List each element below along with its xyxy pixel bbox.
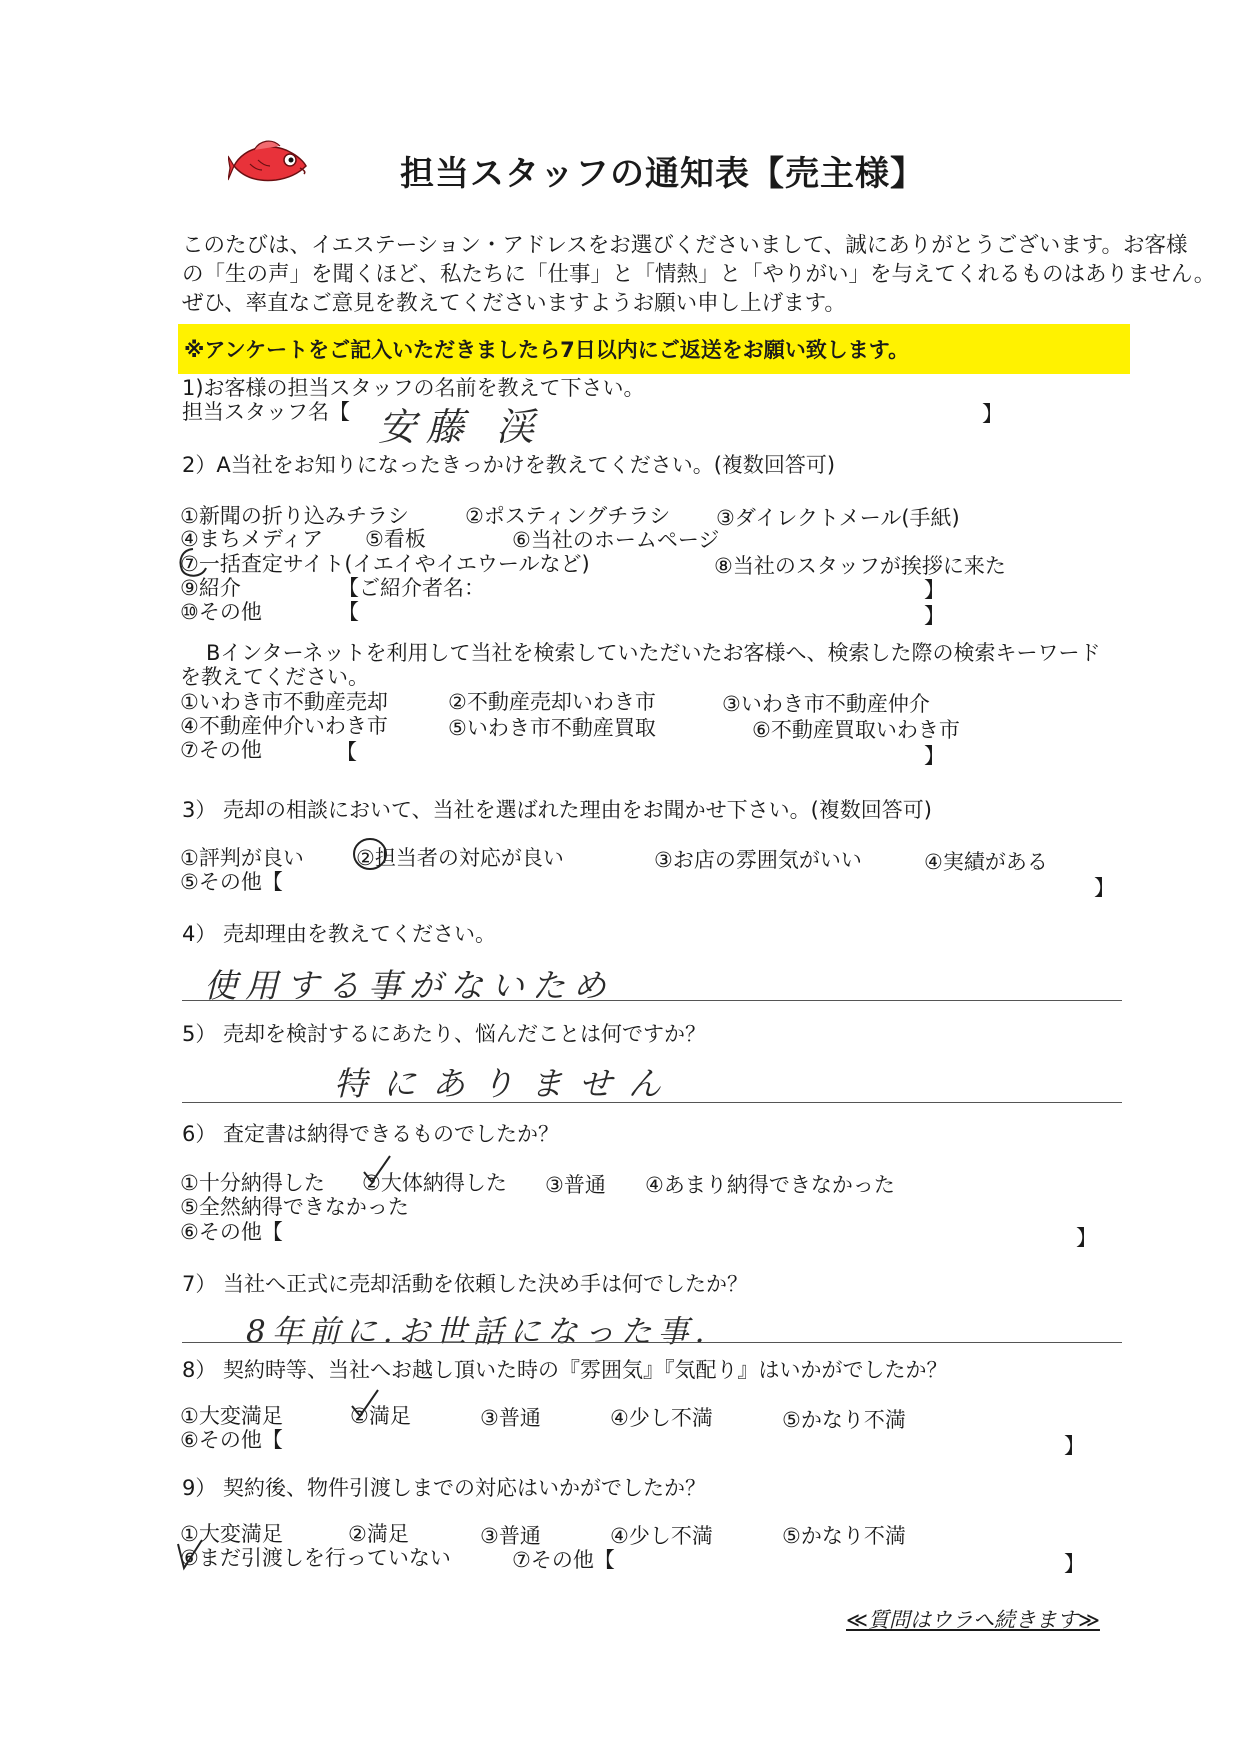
- q1-close-bracket: 】: [982, 402, 1003, 426]
- q2-option-9: ⑨紹介: [180, 576, 241, 600]
- q4-title: 4） 売却理由を教えてください。: [182, 922, 497, 946]
- q6-option-3: ③普通: [545, 1173, 606, 1197]
- intro-line-3: ぜひ、率直なご意見を教えてくださいますようお願い申し上げます。: [182, 291, 846, 316]
- q2-option-10-close: 】: [924, 604, 945, 628]
- q8-option-6: ⑥その他【: [180, 1428, 283, 1452]
- q6-close-bracket: 】: [1076, 1226, 1097, 1250]
- notice-text: ※アンケートをご記入いただきましたら7日以内にご返送をお願い致します。: [184, 338, 910, 362]
- q9-close-bracket: 】: [1064, 1552, 1085, 1576]
- q8-close-bracket: 】: [1064, 1434, 1085, 1458]
- q2b-option-7: ⑦その他: [180, 738, 262, 762]
- q4-answer: 使用する事がないため: [204, 966, 614, 1005]
- q9-option-6: ⑥まだ引渡しを行っていない: [180, 1546, 451, 1570]
- q9-option-5: ⑤かなり不満: [782, 1524, 906, 1548]
- q4-answer-line: [182, 1000, 1122, 1001]
- q6-option-6: ⑥その他【: [180, 1220, 283, 1244]
- q8-option-1: ①大変満足: [180, 1404, 283, 1428]
- q1-title: 1)お客様の担当スタッフの名前を教えて下さい。: [182, 376, 645, 400]
- q2b-option-5: ⑤いわき市不動産買取: [448, 716, 656, 740]
- q3-close-bracket: 】: [1094, 876, 1115, 900]
- q2-option-6: ⑥当社のホームページ: [512, 528, 720, 552]
- q2-option-9-close: 】: [924, 578, 945, 602]
- q6-option-4: ④あまり納得できなかった: [645, 1173, 895, 1197]
- q3-option-3: ③お店の雰囲気がいい: [654, 848, 862, 872]
- q3-title: 3） 売却の相談において、当社を選ばれた理由をお聞かせ下さい。(複数回答可): [182, 798, 932, 822]
- q8-title: 8） 契約時等、当社へお越し頂いた時の『雰囲気』『気配り』はいかがでしたか？: [182, 1358, 948, 1382]
- q2b-option-1: ①いわき市不動産売却: [180, 690, 388, 714]
- q3-option-1: ①評判が良い: [180, 846, 304, 870]
- q6-title: 6） 査定書は納得できるものでしたか？: [182, 1122, 560, 1146]
- q2-option-9-field: 【ご紹介者名：: [338, 576, 485, 600]
- red-sea-bream-icon: [228, 136, 312, 188]
- q9-title: 9） 契約後、物件引渡しまでの対応はいかがでしたか？: [182, 1476, 707, 1500]
- q9-option-1: ①大変満足: [180, 1522, 283, 1546]
- q9-option-7: ⑦その他【: [512, 1548, 615, 1572]
- q6-option-1: ①十分納得した: [180, 1171, 325, 1195]
- q2-option-7: ⑦一括査定サイト(イエイやイエウールなど): [180, 552, 590, 576]
- q5-answer-line: [182, 1102, 1122, 1103]
- q9-option-4: ④少し不満: [610, 1524, 713, 1548]
- q9-option-3: ③普通: [480, 1524, 541, 1548]
- q3-option-4: ④実績がある: [924, 850, 1048, 874]
- q7-answer-line: [182, 1342, 1122, 1343]
- q2-option-1: ①新聞の折り込みチラシ: [180, 504, 409, 528]
- q2-option-10: ⑩その他: [180, 600, 262, 624]
- q2b-line-2: を教えてください。: [180, 665, 369, 689]
- q8-option-3: ③普通: [480, 1406, 541, 1430]
- q8-option-4: ④少し不満: [610, 1406, 713, 1430]
- q2b-option-7-close: 】: [924, 744, 945, 768]
- page-title: 担当スタッフの通知表【売主様】: [400, 154, 925, 194]
- q5-answer: 特にありません: [334, 1064, 677, 1103]
- q2-option-3: ③ダイレクトメール(手紙): [716, 506, 960, 530]
- q2-option-4: ④まちメディア: [180, 527, 324, 551]
- q5-title: 5） 売却を検討するにあたり、悩んだことは何ですか？: [182, 1022, 707, 1046]
- q2b-option-2: ②不動産売却いわき市: [448, 690, 656, 714]
- q1-staff-name-answer: 安藤 渓: [378, 405, 545, 449]
- q6-option-2: ②大体納得した: [362, 1171, 507, 1195]
- q9-option-2: ②満足: [348, 1522, 409, 1546]
- q2b-option-3: ③いわき市不動産仲介: [722, 692, 930, 716]
- q7-title: 7） 当社へ正式に売却活動を依頼した決め手は何でしたか？: [182, 1272, 749, 1296]
- intro-line-2: の「生の声」を聞くほど、私たちに「仕事」と「情熱」と「やりがい」を与えてくれるものはありません。: [182, 262, 1216, 287]
- q2-option-5: ⑤看板: [365, 527, 426, 551]
- q2-option-10-field: 【: [338, 600, 359, 624]
- q2b-option-7-field: 【: [336, 740, 357, 764]
- continued-on-back-note: ≪質問はウラへ続きます≫: [846, 1608, 1100, 1632]
- q7-answer: 8年前に.お世話になった事.: [246, 1314, 711, 1350]
- intro-line-1: このたびは、イエステーション・アドレスをお選びくださいまして、誠にありがとうございます。お客様: [182, 233, 1188, 258]
- q2b-option-6: ⑥不動産買取いわき市: [752, 718, 960, 742]
- q8-option-5: ⑤かなり不満: [782, 1408, 906, 1432]
- q1-label: 担当スタッフ名【: [182, 400, 350, 424]
- q6-option-5: ⑤全然納得できなかった: [180, 1195, 409, 1219]
- q2-option-8: ⑧当社のスタッフが挨拶に来た: [714, 554, 1006, 578]
- q2-title: 2）A当社をお知りになったきっかけを教えてください。(複数回答可): [182, 453, 836, 477]
- q2b-option-4: ④不動産仲介いわき市: [180, 714, 388, 738]
- q2-option-2: ②ポスティングチラシ: [465, 504, 671, 528]
- q2b-line-1: Bインターネットを利用して当社を検索していただいたお客様へ、検索した際の検索キーワード: [206, 641, 1101, 665]
- q8-option-2: ②満足: [350, 1404, 411, 1428]
- q3-option-2: ②担当者の対応が良い: [356, 846, 564, 870]
- q3-option-5: ⑤その他【: [180, 870, 283, 894]
